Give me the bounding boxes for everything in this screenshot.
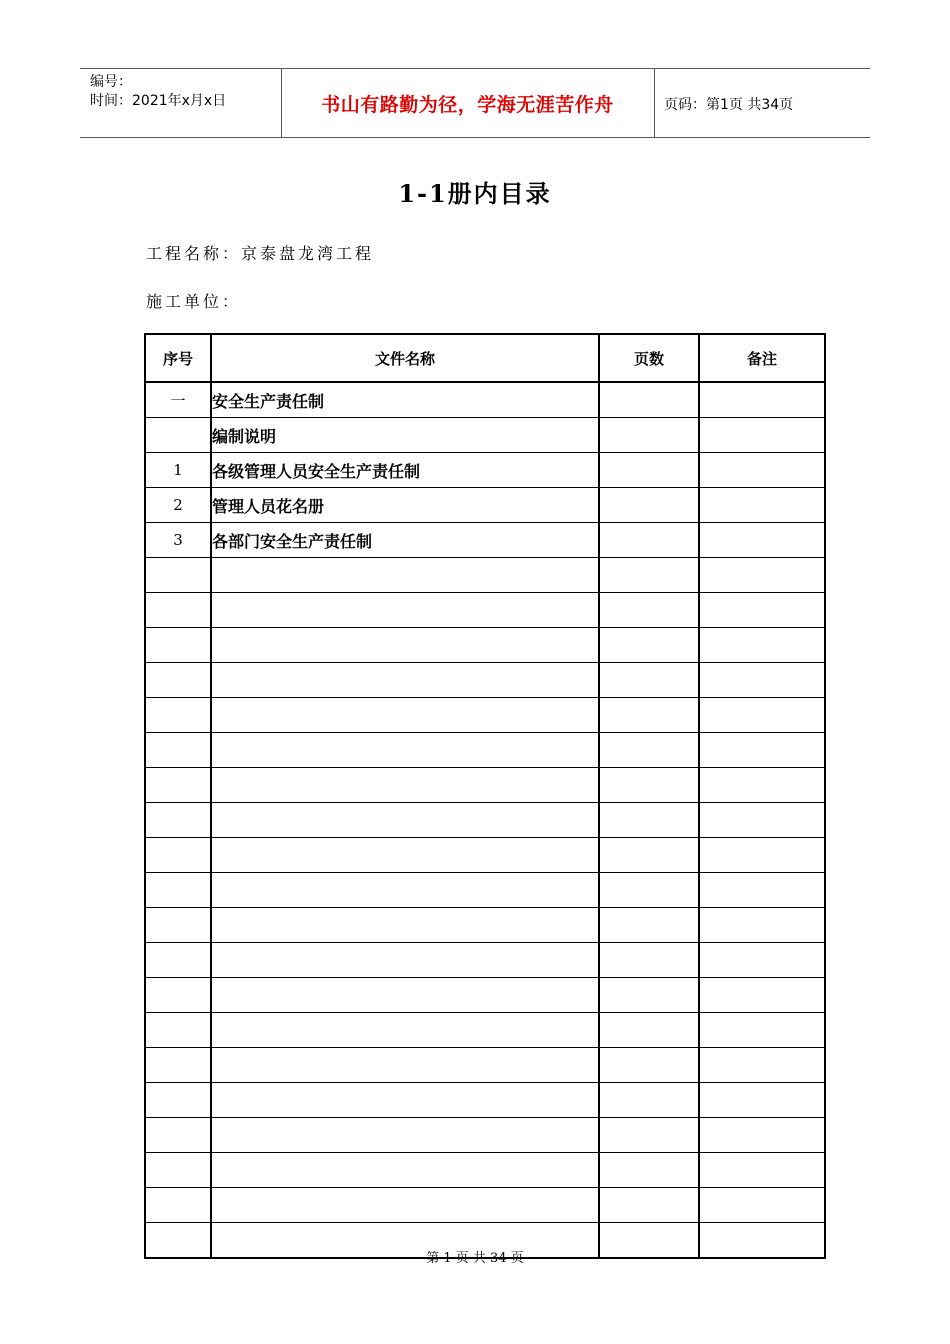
- row-pages: [599, 1048, 699, 1083]
- table-row: [145, 838, 825, 873]
- row-number: [145, 628, 211, 663]
- table-row: [145, 1013, 825, 1048]
- row-remarks: [699, 593, 825, 628]
- row-file-name: 各部门安全生产责任制: [211, 523, 599, 558]
- row-remarks: [699, 838, 825, 873]
- row-number: [145, 1153, 211, 1188]
- row-pages: [599, 733, 699, 768]
- table-row: [145, 943, 825, 978]
- page-header: [80, 68, 870, 138]
- row-file-name: [211, 803, 599, 838]
- row-number: [145, 803, 211, 838]
- table-row: [145, 1083, 825, 1118]
- table-row: [145, 908, 825, 943]
- row-remarks: [699, 733, 825, 768]
- table-row: [145, 558, 825, 593]
- row-number: 一: [145, 382, 211, 418]
- table-row: [145, 1118, 825, 1153]
- row-number: [145, 908, 211, 943]
- table-row: [145, 733, 825, 768]
- header-motto: 书山有路勤为径，学海无涯苦作舟: [321, 93, 614, 116]
- row-remarks: [699, 1188, 825, 1223]
- row-pages: [599, 1153, 699, 1188]
- row-number: [145, 593, 211, 628]
- table-row: [145, 628, 825, 663]
- row-pages: [599, 1118, 699, 1153]
- table-row: [145, 978, 825, 1013]
- table-row: [145, 873, 825, 908]
- row-number: [145, 1048, 211, 1083]
- row-pages: [599, 488, 699, 523]
- row-file-name: 管理人员花名册: [211, 488, 599, 523]
- construction-unit: 施工单位：: [146, 292, 242, 311]
- row-remarks: [699, 1083, 825, 1118]
- row-pages: [599, 978, 699, 1013]
- table-row: [145, 1153, 825, 1188]
- row-pages: [599, 768, 699, 803]
- row-number: [145, 733, 211, 768]
- table-row: [145, 1048, 825, 1083]
- toc-table: [144, 333, 826, 1259]
- table-row: [145, 663, 825, 698]
- row-pages: [599, 663, 699, 698]
- row-remarks: [699, 488, 825, 523]
- col-header-remarks: 备注: [699, 334, 825, 382]
- row-remarks: [699, 628, 825, 663]
- row-pages: [599, 1188, 699, 1223]
- row-number: [145, 558, 211, 593]
- row-number: [145, 768, 211, 803]
- row-pages: [599, 698, 699, 733]
- row-number: [145, 1013, 211, 1048]
- row-file-name: [211, 1188, 599, 1223]
- table-row: [145, 418, 825, 453]
- row-file-name: [211, 1048, 599, 1083]
- serial-label: 编号：: [90, 74, 132, 90]
- time-label: 时间：2021年x月x日: [90, 93, 227, 109]
- row-file-name: [211, 978, 599, 1013]
- row-file-name: 安全生产责任制: [211, 382, 599, 418]
- row-file-name: [211, 628, 599, 663]
- row-number: [145, 1188, 211, 1223]
- row-number: [145, 698, 211, 733]
- row-number: [145, 978, 211, 1013]
- table-row: [145, 698, 825, 733]
- row-number: [145, 1083, 211, 1118]
- row-remarks: [699, 873, 825, 908]
- table-row: [145, 488, 825, 523]
- row-pages: [599, 418, 699, 453]
- row-pages: [599, 873, 699, 908]
- row-remarks: [699, 382, 825, 418]
- row-remarks: [699, 943, 825, 978]
- row-remarks: [699, 523, 825, 558]
- row-pages: [599, 1013, 699, 1048]
- row-pages: [599, 453, 699, 488]
- row-number: 2: [145, 488, 211, 523]
- row-pages: [599, 628, 699, 663]
- table-row: [145, 768, 825, 803]
- row-pages: [599, 382, 699, 418]
- row-remarks: [699, 698, 825, 733]
- row-file-name: [211, 908, 599, 943]
- row-file-name: [211, 838, 599, 873]
- row-remarks: [699, 803, 825, 838]
- row-number: [145, 943, 211, 978]
- row-pages: [599, 593, 699, 628]
- row-number: [145, 1118, 211, 1153]
- row-pages: [599, 838, 699, 873]
- row-remarks: [699, 1118, 825, 1153]
- table-body: [145, 382, 825, 1258]
- header-page-info: 页码：第1页 共34页: [664, 97, 794, 113]
- row-number: [145, 873, 211, 908]
- row-remarks: [699, 768, 825, 803]
- header-divider: [654, 69, 655, 137]
- row-remarks: [699, 558, 825, 593]
- row-pages: [599, 803, 699, 838]
- row-file-name: 各级管理人员安全生产责任制: [211, 453, 599, 488]
- row-remarks: [699, 908, 825, 943]
- col-header-pages: 页数: [599, 334, 699, 382]
- row-number: [145, 418, 211, 453]
- row-pages: [599, 523, 699, 558]
- table-row: [145, 803, 825, 838]
- row-file-name: [211, 593, 599, 628]
- row-file-name: [211, 698, 599, 733]
- row-number: 3: [145, 523, 211, 558]
- header-left: [90, 73, 226, 111]
- table-row: [145, 382, 825, 418]
- row-file-name: [211, 733, 599, 768]
- row-file-name: [211, 1153, 599, 1188]
- col-header-no: 序号: [145, 334, 211, 382]
- row-remarks: [699, 418, 825, 453]
- row-pages: [599, 558, 699, 593]
- row-file-name: 编制说明: [211, 418, 599, 453]
- row-file-name: [211, 768, 599, 803]
- row-remarks: [699, 978, 825, 1013]
- row-remarks: [699, 1153, 825, 1188]
- row-remarks: [699, 1048, 825, 1083]
- page-title: 1-1册内目录: [398, 179, 552, 208]
- row-file-name: [211, 1118, 599, 1153]
- row-file-name: [211, 663, 599, 698]
- col-header-name: 文件名称: [211, 334, 599, 382]
- row-file-name: [211, 1083, 599, 1118]
- row-pages: [599, 1083, 699, 1118]
- row-number: [145, 838, 211, 873]
- row-remarks: [699, 453, 825, 488]
- table-row: [145, 523, 825, 558]
- row-remarks: [699, 1013, 825, 1048]
- row-number: [145, 663, 211, 698]
- table-row: [145, 1188, 825, 1223]
- project-name: 工程名称：京泰盘龙湾工程: [146, 244, 375, 263]
- row-number: 1: [145, 453, 211, 488]
- table-row: [145, 593, 825, 628]
- row-file-name: [211, 1013, 599, 1048]
- table-header-row: [145, 334, 825, 382]
- row-remarks: [699, 663, 825, 698]
- table-row: [145, 453, 825, 488]
- row-pages: [599, 908, 699, 943]
- row-file-name: [211, 558, 599, 593]
- row-file-name: [211, 943, 599, 978]
- row-pages: [599, 943, 699, 978]
- page-footer: 第 1 页 共 34 页: [426, 1251, 524, 1266]
- row-file-name: [211, 873, 599, 908]
